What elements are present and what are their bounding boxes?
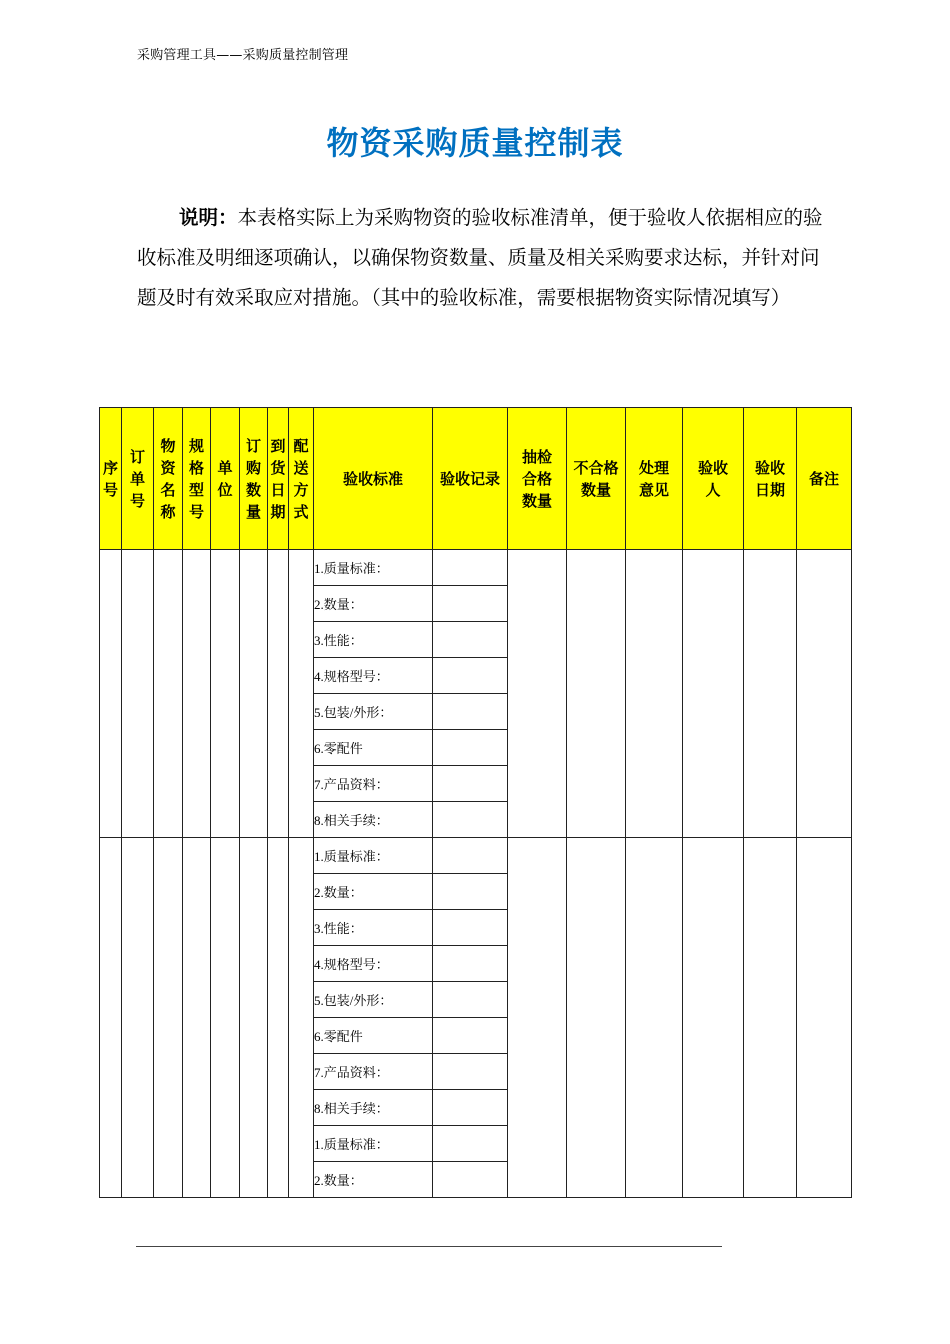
acceptance-standard-cell: 8.相关手续：	[314, 802, 433, 838]
entry-cell[interactable]	[744, 838, 797, 1198]
acceptance-standard-cell: 5.包装/外形：	[314, 694, 433, 730]
acceptance-standard-cell: 4.规格型号：	[314, 946, 433, 982]
header-label: 验收日期	[754, 458, 785, 499]
header-cell	[567, 408, 626, 550]
acceptance-record-cell[interactable]	[433, 730, 508, 766]
acceptance-record-cell[interactable]	[433, 1018, 508, 1054]
table-row	[100, 550, 852, 586]
header-cell	[154, 408, 183, 550]
entry-cell[interactable]	[268, 550, 289, 838]
entry-cell[interactable]	[567, 550, 626, 838]
acceptance-standard-cell: 1.质量标准：	[314, 838, 433, 874]
header-cell	[211, 408, 240, 550]
entry-cell[interactable]	[626, 838, 683, 1198]
entry-cell[interactable]	[508, 838, 567, 1198]
header-cell	[183, 408, 211, 550]
intro-label: 说明：	[179, 206, 238, 229]
header-label: 订单号	[129, 447, 145, 510]
acceptance-standard-cell: 7.产品资料：	[314, 766, 433, 802]
entry-cell[interactable]	[683, 550, 744, 838]
entry-cell[interactable]	[508, 550, 567, 838]
entry-cell[interactable]	[289, 550, 314, 838]
header-label: 处理意见	[638, 458, 669, 499]
acceptance-standard-cell: 2.数量：	[314, 586, 433, 622]
entry-cell[interactable]	[100, 550, 122, 838]
header-cell	[508, 408, 567, 550]
header-label: 订购数量	[245, 436, 261, 521]
header-cell	[100, 408, 122, 550]
header-label: 物资名称	[160, 436, 176, 521]
document-title: 物资采购质量控制表	[326, 124, 624, 162]
entry-cell[interactable]	[154, 838, 183, 1198]
acceptance-record-cell[interactable]	[433, 586, 508, 622]
header-cell	[683, 408, 744, 550]
entry-cell[interactable]	[797, 838, 852, 1198]
header-cell	[314, 408, 433, 550]
acceptance-standard-cell: 8.相关手续：	[314, 1090, 433, 1126]
entry-cell[interactable]	[183, 550, 211, 838]
acceptance-record-cell[interactable]	[433, 766, 508, 802]
entry-cell[interactable]	[268, 838, 289, 1198]
acceptance-standard-cell: 1.质量标准：	[314, 550, 433, 586]
quality-control-table	[99, 407, 852, 1198]
entry-cell[interactable]	[100, 838, 122, 1198]
header-label: 配送方式	[293, 436, 309, 521]
entry-cell[interactable]	[211, 838, 240, 1198]
acceptance-record-cell[interactable]	[433, 874, 508, 910]
header-cell	[433, 408, 508, 550]
header-cell	[289, 408, 314, 550]
acceptance-standard-cell: 6.零配件	[314, 730, 433, 766]
header-cell	[240, 408, 268, 550]
table-body	[100, 550, 852, 1198]
acceptance-record-cell[interactable]	[433, 1126, 508, 1162]
header-label: 备注	[808, 469, 839, 488]
entry-cell[interactable]	[240, 838, 268, 1198]
running-header: 采购管理工具——采购质量控制管理	[137, 48, 349, 63]
header-label: 单位	[217, 458, 233, 499]
acceptance-record-cell[interactable]	[433, 838, 508, 874]
acceptance-record-cell[interactable]	[433, 658, 508, 694]
entry-cell[interactable]	[122, 838, 154, 1198]
header-label: 不合格数量	[573, 458, 619, 499]
entry-cell[interactable]	[567, 838, 626, 1198]
acceptance-record-cell[interactable]	[433, 946, 508, 982]
entry-cell[interactable]	[211, 550, 240, 838]
acceptance-record-cell[interactable]	[433, 1054, 508, 1090]
header-label: 验收人	[697, 458, 728, 499]
header-label: 到货日期	[270, 436, 286, 521]
intro-paragraph	[137, 198, 827, 318]
header-label: 验收记录	[439, 469, 500, 488]
header-label: 抽检合格数量	[521, 447, 552, 510]
header-label: 规格型号	[188, 436, 204, 521]
acceptance-record-cell[interactable]	[433, 910, 508, 946]
table-row	[100, 838, 852, 874]
acceptance-standard-cell: 3.性能：	[314, 622, 433, 658]
acceptance-record-cell[interactable]	[433, 1162, 508, 1198]
acceptance-record-cell[interactable]	[433, 622, 508, 658]
entry-cell[interactable]	[183, 838, 211, 1198]
header-cell	[268, 408, 289, 550]
header-cell	[122, 408, 154, 550]
acceptance-record-cell[interactable]	[433, 694, 508, 730]
acceptance-standard-cell: 4.规格型号：	[314, 658, 433, 694]
acceptance-standard-cell: 5.包装/外形：	[314, 982, 433, 1018]
acceptance-record-cell[interactable]	[433, 1090, 508, 1126]
header-label: 验收标准	[342, 469, 403, 488]
entry-cell[interactable]	[797, 550, 852, 838]
acceptance-standard-cell: 3.性能：	[314, 910, 433, 946]
header-cell	[626, 408, 683, 550]
header-label: 序号	[102, 458, 118, 499]
entry-cell[interactable]	[626, 550, 683, 838]
entry-cell[interactable]	[122, 550, 154, 838]
intro-text: 本表格实际上为采购物资的验收标准清单，便于验收人依据相应的验收标准及明细逐项确认，以确保物资数量、质量及相关采购要求达标，并针对问题及时有效采取应对措施。（其中的验收标准，需要根据物资实际情况填写）	[137, 206, 823, 309]
acceptance-record-cell[interactable]	[433, 802, 508, 838]
footer-divider	[136, 1246, 722, 1247]
acceptance-standard-cell: 6.零配件	[314, 1018, 433, 1054]
acceptance-standard-cell: 2.数量：	[314, 1162, 433, 1198]
entry-cell[interactable]	[240, 550, 268, 838]
entry-cell[interactable]	[154, 550, 183, 838]
acceptance-record-cell[interactable]	[433, 982, 508, 1018]
header-cell	[797, 408, 852, 550]
table-header-row	[100, 408, 852, 550]
header-cell	[744, 408, 797, 550]
acceptance-standard-cell: 1.质量标准：	[314, 1126, 433, 1162]
entry-cell[interactable]	[683, 838, 744, 1198]
entry-cell[interactable]	[744, 550, 797, 838]
acceptance-standard-cell: 7.产品资料：	[314, 1054, 433, 1090]
entry-cell[interactable]	[289, 838, 314, 1198]
acceptance-standard-cell: 2.数量：	[314, 874, 433, 910]
acceptance-record-cell[interactable]	[433, 550, 508, 586]
